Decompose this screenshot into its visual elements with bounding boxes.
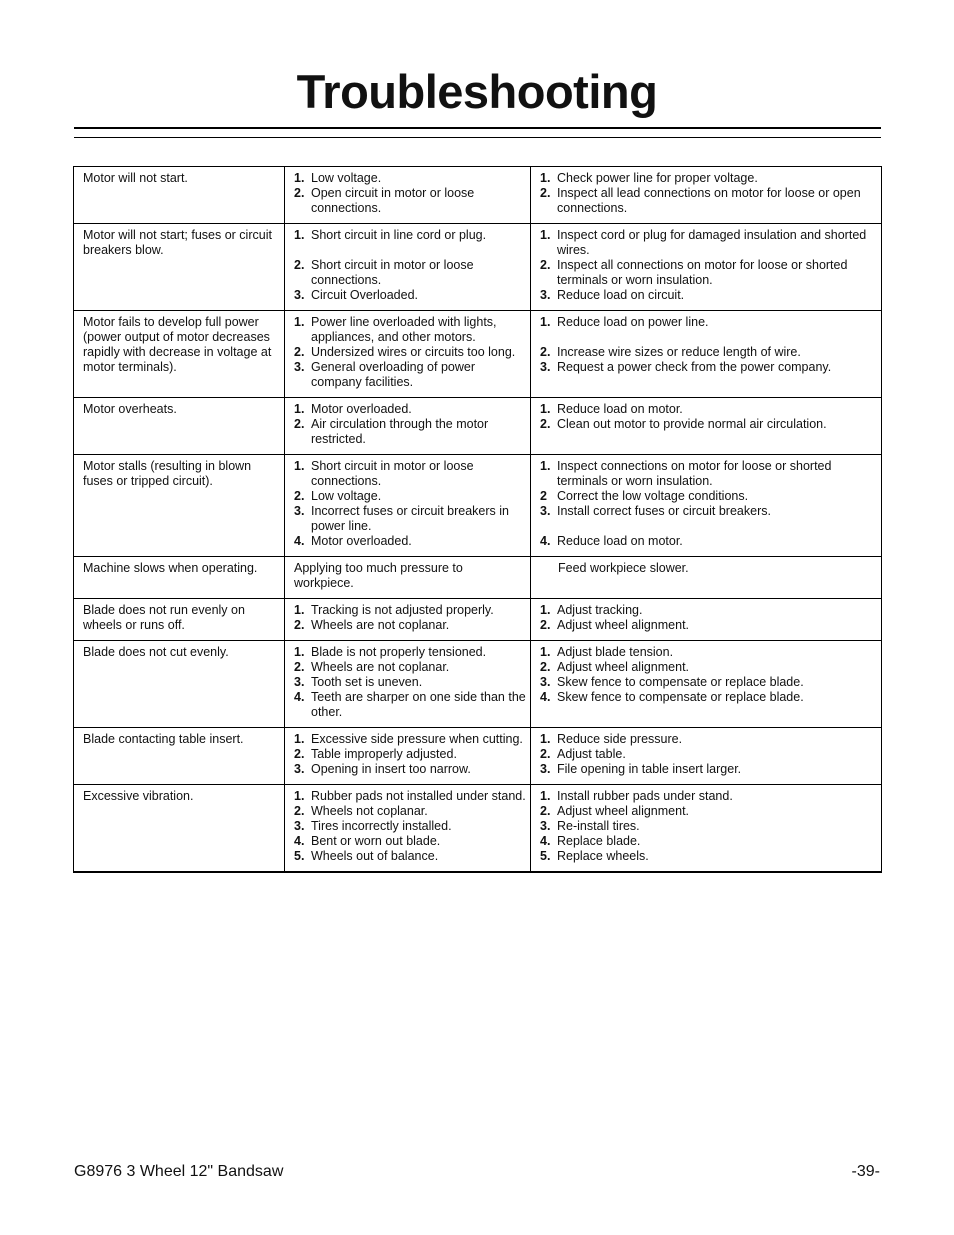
cause-item [294,789,526,804]
cause-text: Table improperly adjusted. [311,747,457,761]
table-row [74,167,882,224]
cause-text: Short circuit in line cord or plug. [311,228,487,242]
cause-text: Wheels are not coplanar. [311,660,450,674]
solution-text: Reduce load on circuit. [557,288,685,302]
solution-item [540,762,877,777]
table-row [74,728,882,785]
item-number: 3. [294,288,305,302]
item-number: 3. [294,819,305,833]
item-number: 3. [294,504,305,518]
item-number: 2. [294,618,305,632]
cause-item [294,675,526,690]
solution-item [540,534,877,549]
solution-text: Clean out motor to provide normal air circulation. [557,417,827,431]
solution-text: Adjust tracking. [557,603,643,617]
item-number: 1. [294,603,305,617]
solution-cell [531,785,882,873]
solution-item [540,603,877,618]
cause-text: Wheels are not coplanar. [311,618,450,632]
cause-item [294,732,526,747]
table-row [74,785,882,873]
cause-list [294,228,526,303]
cause-cell [285,641,531,728]
solution-item [540,459,877,489]
item-number: 1. [540,402,551,416]
item-number: 2. [540,618,551,632]
item-number: 2. [294,417,305,431]
solution-item [540,417,877,432]
solution-text: Feed workpiece slower. [558,561,689,575]
cause-text: Low voltage. [311,489,382,503]
item-number: 2. [294,804,305,818]
solution-item [540,186,877,216]
item-number: 1. [540,459,551,473]
solution-item [540,675,877,690]
item-number: 4. [294,834,305,848]
solution-text: Skew fence to compensate or replace blade. [557,690,804,704]
problem-cell: Excessive vibration. [74,785,285,873]
solution-text: Inspect cord or plug for damaged insulation and shorted wires. [557,228,867,257]
cause-text: Tracking is not adjusted properly. [311,603,494,617]
footer-page-number: -39- [851,1163,880,1180]
solution-text: Reduce load on power line. [557,315,709,329]
problem-cell: Motor will not start. [74,167,285,224]
solution-cell [531,557,882,599]
cause-text: Excessive side pressure when cutting. [311,732,523,746]
cause-item [294,288,526,303]
item-number: 1. [540,603,551,617]
item-number: 2. [294,186,305,200]
item-number: 2. [294,345,305,359]
cause-list [294,402,526,447]
solution-cell [531,224,882,311]
solution-list [540,603,877,633]
solution-item [540,834,877,849]
solution-item [540,645,877,660]
item-number: 1. [540,171,551,185]
cause-cell [285,398,531,455]
cause-list [294,603,526,633]
cause-list [294,171,526,216]
cause-list [294,315,526,390]
solution-text: Skew fence to compensate or replace blade. [557,675,804,689]
solution-text: Adjust wheel alignment. [557,660,690,674]
item-number: 2. [540,660,551,674]
solution-text: Install rubber pads under stand. [557,789,733,803]
cause-list [294,459,526,549]
item-number: 3. [540,288,551,302]
table-row [74,398,882,455]
solution-list [540,789,877,864]
problem-cell: Blade does not run evenly on wheels or runs off. [74,599,285,641]
cause-item [294,819,526,834]
cause-item [294,849,526,864]
item-number: 5. [294,849,305,863]
solution-cell [531,167,882,224]
cause-cell [285,557,531,599]
cause-text: Motor overloaded. [311,402,412,416]
item-number: 2. [294,489,305,503]
cause-item [294,645,526,660]
cause-cell [285,224,531,311]
item-number: 2. [540,804,551,818]
solution-text: File opening in table insert larger. [557,762,742,776]
solution-text: Reduce load on motor. [557,534,683,548]
cause-item [294,402,526,417]
solution-list [540,645,877,705]
item-number: 4. [294,690,305,704]
cause-text: Blade is not properly tensioned. [311,645,487,659]
item-number: 3. [294,360,305,374]
list-spacer [294,243,526,258]
item-number: 2. [540,417,551,431]
solution-text: Adjust wheel alignment. [557,618,690,632]
solution-item [540,849,877,864]
item-number: 1. [294,645,305,659]
solution-text: Re-install tires. [557,819,640,833]
item-number: 2. [294,258,305,272]
item-number: 1. [540,315,551,329]
solution-text: Increase wire sizes or reduce length of wire. [557,345,801,359]
solution-list [540,171,877,216]
cause-list [294,645,526,720]
table-row [74,599,882,641]
cause-text: Wheels out of balance. [311,849,439,863]
solution-list [540,732,877,777]
solution-item [540,660,877,675]
problem-cell: Machine slows when operating. [74,557,285,599]
cause-item [294,459,526,489]
troubleshooting-table [73,166,882,873]
item-number: 2 [540,489,547,503]
cause-item [294,804,526,819]
item-number: 3. [294,762,305,776]
cause-item [294,315,526,345]
footer-model: G8976 3 Wheel 12" Bandsaw [74,1163,284,1180]
table-row [74,311,882,398]
list-spacer [540,330,877,345]
item-number: 4. [540,534,551,548]
problem-cell: Blade contacting table insert. [74,728,285,785]
solution-cell [531,728,882,785]
cause-text: Bent or worn out blade. [311,834,441,848]
solution-item [540,489,877,504]
table-row [74,224,882,311]
table-row [74,557,882,599]
item-number: 1. [294,171,305,185]
cause-text: Teeth are sharper on one side than the other. [311,690,526,719]
solution-text: Inspect connections on motor for loose or shorted terminals or worn insulation. [557,459,832,488]
cause-item [294,534,526,549]
solution-text: Adjust wheel alignment. [557,804,690,818]
cause-text: Tires incorrectly installed. [311,819,452,833]
cause-item [294,603,526,618]
item-number: 2. [294,747,305,761]
cause-text: Applying too much pressure to workpiece. [294,561,463,590]
solution-item [540,360,877,375]
item-number: 3. [540,504,551,518]
cause-cell [285,311,531,398]
problem-cell: Motor will not start; fuses or circuit breakers blow. [74,224,285,311]
page-title: Troubleshooting [296,65,658,118]
item-number: 1. [294,228,305,242]
item-number: 1. [294,459,305,473]
item-number: 1. [540,228,551,242]
solution-cell [531,455,882,557]
cause-item [294,417,526,447]
cause-text: Power line overloaded with lights, appliances, and other motors. [311,315,497,344]
solution-list [540,402,877,432]
solution-text: Correct the low voltage conditions. [557,489,749,503]
item-number: 2. [540,186,551,200]
solution-item [540,789,877,804]
cause-text: Air circulation through the motor restricted. [311,417,489,446]
solution-list [540,459,877,549]
solution-list [540,228,877,303]
cause-cell [285,599,531,641]
solution-text: Replace wheels. [557,849,649,863]
cause-text: General overloading of power company facilities. [311,360,475,389]
cause-cell [285,167,531,224]
solution-item [540,732,877,747]
problem-cell: Motor fails to develop full power (power output of motor decreases rapidly with decrease in voltage at motor terminals). [74,311,285,398]
cause-list [294,789,526,864]
cause-item [294,171,526,186]
problem-cell: Blade does not cut evenly. [74,641,285,728]
solution-item [540,804,877,819]
cause-cell [285,728,531,785]
item-number: 4. [294,534,305,548]
solution-item [540,315,877,330]
item-number: 3. [540,762,551,776]
cause-text: Opening in insert too narrow. [311,762,471,776]
cause-text: Short circuit in motor or loose connections. [311,258,474,287]
cause-item [294,618,526,633]
title-rule-thin [74,137,881,138]
cause-item [294,345,526,360]
cause-text: Short circuit in motor or loose connections. [311,459,474,488]
solution-text: Install correct fuses or circuit breakers. [557,504,771,518]
solution-item [540,402,877,417]
cause-list [294,732,526,777]
solution-item [540,171,877,186]
cause-item [294,690,526,720]
cause-item [294,660,526,675]
item-number: 3. [294,675,305,689]
item-number: 2. [294,660,305,674]
cause-text: Incorrect fuses or circuit breakers in power line. [311,504,509,533]
item-number: 1. [294,315,305,329]
item-number: 1. [294,402,305,416]
cause-cell [285,785,531,873]
solution-cell [531,599,882,641]
solution-item [540,618,877,633]
cause-text: Tooth set is uneven. [311,675,423,689]
solution-text: Inspect all connections on motor for loose or shorted terminals or worn insulation. [557,258,848,287]
item-number: 1. [294,789,305,803]
cause-text: Open circuit in motor or loose connections. [311,186,475,215]
table-row [74,641,882,728]
solution-item [540,504,877,519]
cause-text: Circuit Overloaded. [311,288,418,302]
item-number: 2. [540,258,551,272]
cause-text: Rubber pads not installed under stand. [311,789,526,803]
solution-list [540,315,877,375]
table-row [74,455,882,557]
item-number: 2. [540,345,551,359]
solution-item [540,690,877,705]
item-number: 4. [540,834,551,848]
cause-item [294,360,526,390]
item-number: 4. [540,690,551,704]
item-number: 3. [540,819,551,833]
cause-text: Low voltage. [311,171,382,185]
cause-text: Motor overloaded. [311,534,412,548]
item-number: 1. [540,789,551,803]
solution-item [540,258,877,288]
solution-text: Inspect all lead connections on motor for loose or open connections. [557,186,861,215]
cause-text: Undersized wires or circuits too long. [311,345,516,359]
solution-text: Check power line for proper voltage. [557,171,758,185]
solution-text: Adjust blade tension. [557,645,674,659]
title-rule-thick [74,127,881,129]
problem-cell: Motor overheats. [74,398,285,455]
item-number: 1. [540,732,551,746]
solution-cell [531,398,882,455]
item-number: 3. [540,360,551,374]
solution-text: Reduce load on motor. [557,402,683,416]
cause-item [294,762,526,777]
solution-cell [531,311,882,398]
cause-cell [285,455,531,557]
solution-text: Adjust table. [557,747,626,761]
cause-item [294,747,526,762]
item-number: 3. [540,675,551,689]
solution-text: Reduce side pressure. [557,732,683,746]
solution-item [540,747,877,762]
item-number: 1. [294,732,305,746]
solution-text: Request a power check from the power company. [557,360,832,374]
cause-item [294,228,526,243]
cause-item [294,489,526,504]
cause-text: Wheels not coplanar. [311,804,428,818]
solution-text: Replace blade. [557,834,641,848]
cause-item [294,504,526,534]
solution-cell [531,641,882,728]
solution-item [540,345,877,360]
problem-cell: Motor stalls (resulting in blown fuses or tripped circuit). [74,455,285,557]
solution-item [540,819,877,834]
list-spacer [540,519,877,534]
troubleshooting-table-body [74,167,882,873]
cause-item [294,258,526,288]
item-number: 5. [540,849,551,863]
cause-item [294,186,526,216]
item-number: 1. [540,645,551,659]
solution-item [540,288,877,303]
item-number: 2. [540,747,551,761]
solution-item [540,228,877,258]
cause-item [294,834,526,849]
